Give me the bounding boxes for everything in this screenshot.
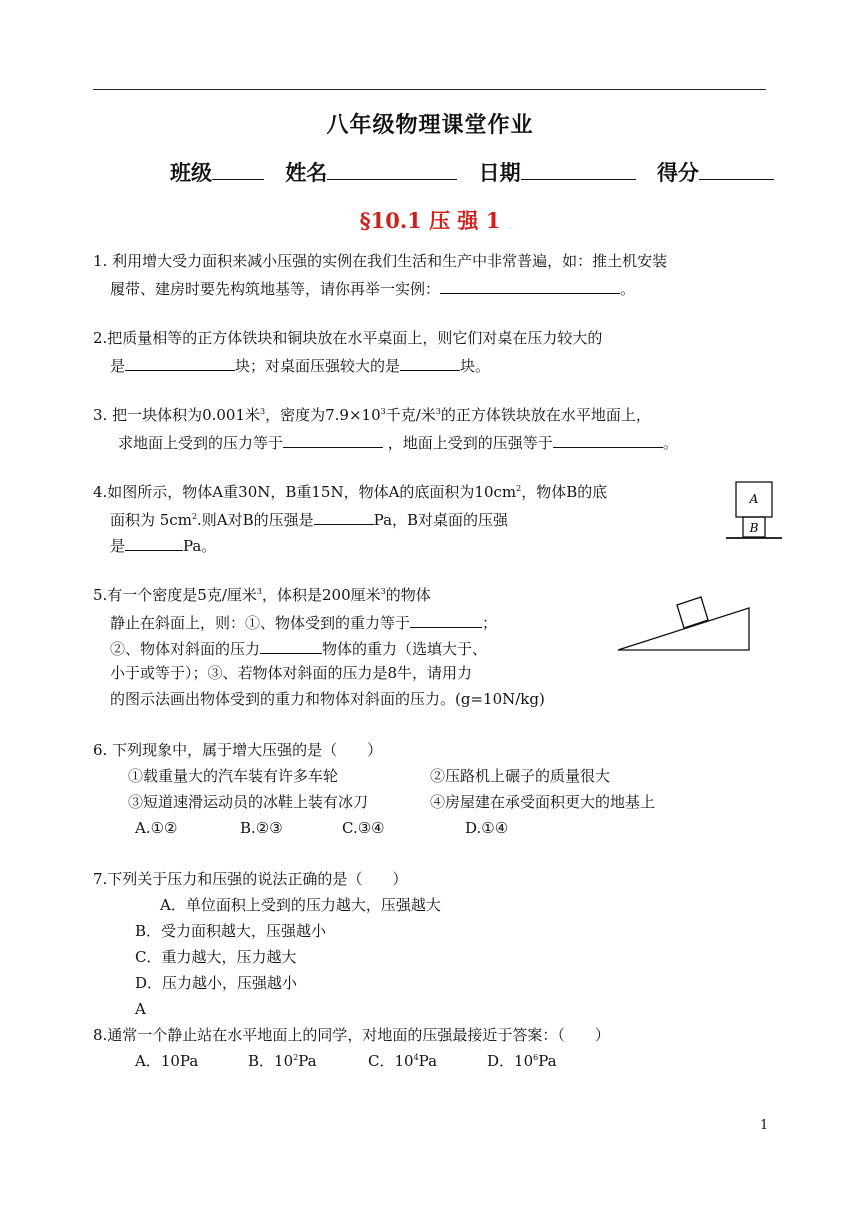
- stacked-blocks-figure: [724, 481, 784, 543]
- q6-choice-a[interactable]: A.①②: [135, 819, 178, 837]
- q8-d-exp: 6: [533, 1053, 539, 1062]
- student-info-row: [170, 157, 774, 187]
- q5-sup-a: 3: [256, 587, 263, 596]
- q6-stem: 6. 下列现象中，属于增大压强的是（ ）: [93, 741, 383, 759]
- q7-choice-b[interactable]: B．受力面积越大，压强越小: [135, 922, 327, 940]
- q4-text-b: ，物体B的底: [521, 483, 608, 501]
- q7-choice-c[interactable]: C．重力越大，压力越大: [135, 948, 297, 966]
- q1-line2: [110, 277, 635, 299]
- q1-line1: 1. 利用增大受力面积来减小压强的实例在我们生活和生产中非常普遍，如：推土机安装: [93, 252, 668, 270]
- q7-answer: A: [135, 1000, 146, 1018]
- q3-text-b: ，密度为7.9×10: [265, 406, 381, 424]
- q5-text-d: 静止在斜面上，则：①、物体受到的重力等于: [110, 614, 411, 632]
- date-label: 日期: [478, 161, 521, 185]
- q8-c-unit: Pa: [418, 1052, 438, 1070]
- q4-text-a: 4.如图所示，物体A重30N，B重15N，物体A的底面积为10cm: [93, 483, 517, 501]
- q5-text-c: 的物体: [385, 586, 431, 604]
- q3-text-e: 求地面上受到的压力等于: [118, 434, 284, 452]
- q4-sup-b: 2: [191, 512, 198, 521]
- q6-choice-d[interactable]: D.①④: [465, 819, 509, 837]
- q1-answer-blank[interactable]: [440, 277, 620, 294]
- q8-choice-d[interactable]: [487, 1051, 557, 1071]
- q8-c-exp: 4: [413, 1053, 419, 1062]
- q3-sup-c: 3: [435, 407, 441, 416]
- q6-option-3: ③短道速滑运动员的冰鞋上装有冰刀: [128, 793, 369, 811]
- class-label: 班级: [170, 161, 212, 185]
- q3-text-g: 。: [662, 434, 678, 452]
- q5-text-b: ，体积是200厘米: [262, 586, 381, 604]
- q3-text-f: ，地面上受到的压强等于: [387, 434, 553, 452]
- q1-end: 。: [620, 280, 636, 298]
- q8-choice-a[interactable]: A．10Pa: [135, 1052, 199, 1070]
- q6-choice-c[interactable]: C.③④: [342, 819, 385, 837]
- score-label: 得分: [656, 161, 699, 185]
- q7-stem: 7.下列关于压力和压强的说法正确的是（ ）: [93, 870, 408, 888]
- q5-line2: [110, 611, 497, 633]
- page-title: 八年级物理课堂作业: [326, 113, 534, 138]
- q2-blank-2[interactable]: [400, 354, 460, 371]
- q4-line1: [93, 482, 607, 502]
- q2-text-a: 是: [110, 357, 126, 375]
- q6-option-1: ①载重量大的汽车装有许多车轮: [128, 767, 339, 785]
- q4-line2: [110, 508, 508, 530]
- q8-b-unit: Pa: [298, 1052, 317, 1070]
- q4-sup-a: 2: [516, 484, 522, 493]
- q3-text-a: 3. 把一块体积为0.001米: [93, 406, 261, 424]
- q4-text-g: Pa。: [183, 537, 217, 555]
- page-number: 1: [760, 1118, 769, 1133]
- q3-text-d: 的正方体铁块放在水平地面上，: [440, 406, 651, 424]
- q5-text-e: ；: [482, 614, 498, 632]
- q7-choice-d[interactable]: D．压力越小，压强越小: [135, 974, 298, 992]
- top-rule: [93, 89, 766, 90]
- q4-text-f: 是: [110, 537, 126, 555]
- q8-choice-b[interactable]: [248, 1051, 317, 1071]
- q8-c-base: C．10: [368, 1052, 414, 1070]
- q3-line1: [93, 405, 651, 425]
- q5-line4: 小于或等于）；③、若物体对斜面的压力是8牛，请用力: [110, 664, 473, 682]
- q1-text: 履带、建房时要先构筑地基等，请你再举一实例：: [110, 280, 441, 298]
- q4-line3: [110, 534, 216, 556]
- block-b-label: B: [749, 521, 759, 535]
- incline-figure: [617, 588, 757, 656]
- q8-b-exp: 2: [293, 1053, 299, 1062]
- q4-blank-2[interactable]: [125, 534, 183, 551]
- q6-choice-b[interactable]: B.②③: [240, 819, 283, 837]
- q5-line1: [93, 585, 431, 605]
- q5-text-a: 5.有一个密度是5克/厘米: [93, 586, 257, 604]
- q2-text-c: 块。: [460, 357, 491, 375]
- q5-text-g: 物体的重力（选填大于、: [322, 640, 488, 658]
- name-label: 姓名: [285, 161, 328, 185]
- class-field[interactable]: [212, 159, 264, 180]
- q2-line2: [110, 354, 490, 376]
- q7-choice-a[interactable]: A．单位面积上受到的压力越大，压强越大: [160, 896, 441, 914]
- q4-blank-1[interactable]: [314, 508, 374, 525]
- q4-text-c: 面积为 5cm: [110, 511, 192, 529]
- score-field[interactable]: [699, 159, 774, 180]
- q3-blank-1[interactable]: [283, 431, 383, 448]
- q3-text-c: 千克/米: [385, 406, 436, 424]
- q8-stem: 8.通常一个静止站在水平地面上的同学，对地面的压强最接近于答案：（ ）: [93, 1026, 610, 1044]
- q2-blank-1[interactable]: [125, 354, 235, 371]
- q6-option-4: ④房屋建在承受面积更大的地基上: [430, 793, 656, 811]
- block-on-incline: [677, 597, 708, 628]
- q5-sup-b: 3: [380, 587, 386, 596]
- q6-option-2: ②压路机上碾子的质量很大: [430, 767, 611, 785]
- section-title: §10.1 压 强 1: [359, 208, 501, 233]
- q2-text-b: 块；对桌面压强较大的是: [235, 357, 401, 375]
- q4-text-d: .则A对B的压强是: [197, 511, 314, 529]
- q4-text-e: Pa，B对桌面的压强: [373, 511, 509, 529]
- q3-sup-a: 3: [260, 407, 266, 416]
- q3-sup-b: 3: [380, 407, 386, 416]
- date-field[interactable]: [521, 159, 636, 180]
- q8-choice-c[interactable]: [368, 1051, 437, 1071]
- q3-line2: [118, 431, 678, 453]
- q5-text-f: ②、物体对斜面的压力: [110, 640, 261, 658]
- q3-blank-2[interactable]: [553, 431, 663, 448]
- block-a-label: A: [749, 492, 759, 506]
- q5-line3: [110, 637, 487, 659]
- q8-d-base: D．10: [487, 1052, 534, 1070]
- q5-line5: 的图示法画出物体受到的重力和物体对斜面的压力。(g=10N/kg): [110, 690, 545, 708]
- q5-blank-1[interactable]: [410, 611, 482, 628]
- q8-b-base: B．10: [248, 1052, 294, 1070]
- q2-line1: 2.把质量相等的正方体铁块和铜块放在水平桌面上，则它们对桌在压力较大的: [93, 329, 603, 347]
- q8-d-unit: Pa: [538, 1052, 557, 1070]
- name-field[interactable]: [327, 159, 457, 180]
- q5-blank-2[interactable]: [260, 637, 322, 654]
